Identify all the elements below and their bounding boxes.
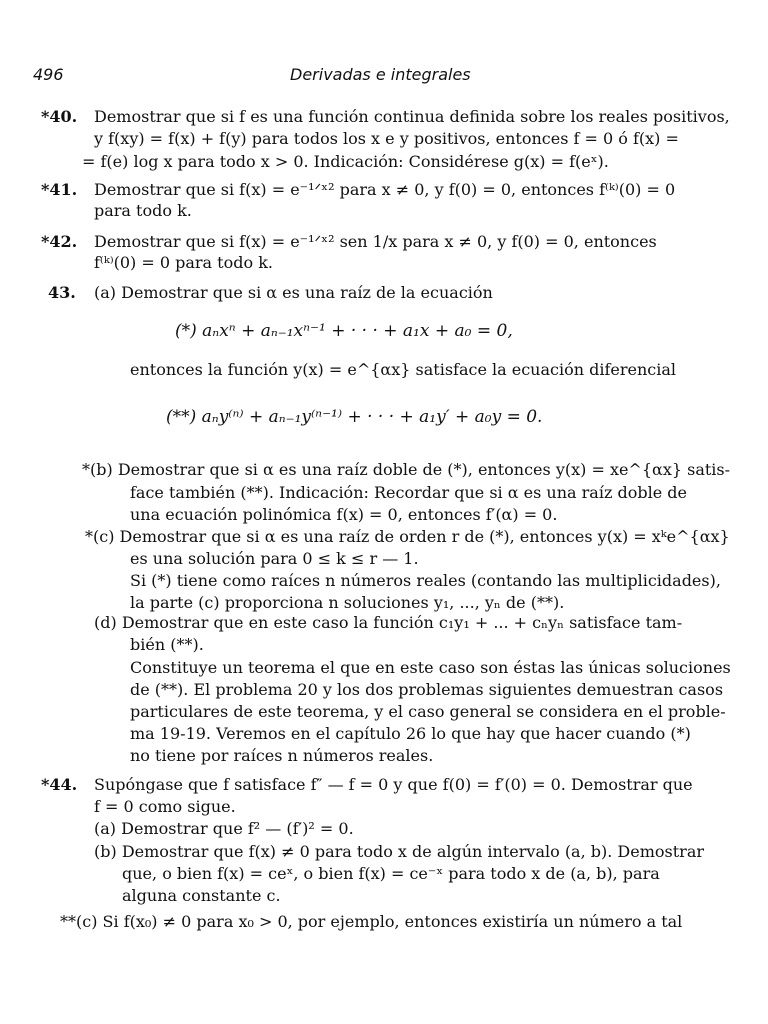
problem-41-line-2: para todo k. xyxy=(94,201,192,220)
problem-44-line-1: Supóngase que f satisface f″ — f = 0 y que f(0) = f′(0) = 0. Demostrar que xyxy=(94,775,693,794)
problem-43d-line-2: bién (**). xyxy=(130,635,204,654)
problem-43d-line-1: (d) Demostrar que en este caso la función c₁y₁ + ... + cₙyₙ satisface tam- xyxy=(94,613,683,632)
equation-double-star: (**) aₙy⁽ⁿ⁾ + aₙ₋₁y⁽ⁿ⁻¹⁾ + · · · + a₁y′ + a₀y = 0. xyxy=(166,407,543,427)
problem-number-43: 43. xyxy=(48,283,76,302)
problem-43-remark-line-3: particulares de este teorema, y el caso general se considera en el proble- xyxy=(130,702,726,721)
problem-44c-line-1: **(c) Si f(x₀) ≠ 0 para x₀ > 0, por ejemplo, entonces existiría un número a tal xyxy=(60,912,683,931)
problem-43c-line-4: la parte (c) proporciona n soluciones y₁, ..., yₙ de (**). xyxy=(130,593,565,612)
problem-43-remark-line-1: Constituye un teorema el que en este caso son éstas las únicas soluciones xyxy=(130,658,731,677)
problem-number-41: *41. xyxy=(41,180,78,199)
problem-44b-line-3: alguna constante c. xyxy=(122,886,281,905)
problem-43b-line-1: *(b) Demostrar que si α es una raíz doble de (*), entonces y(x) = xe^{αx} satis- xyxy=(82,460,731,479)
problem-43c-line-1: *(c) Demostrar que si α es una raíz de orden r de (*), entonces y(x) = xᵏe^{αx} xyxy=(85,527,730,546)
problem-41-line-1: Demostrar que si f(x) = e⁻¹ᐟˣ² para x ≠ 0, y f(0) = 0, entonces f⁽ᵏ⁾(0) = 0 xyxy=(94,180,676,199)
problem-40-line-3: = f(e) log x para todo x > 0. Indicación: Considérese g(x) = f(eˣ). xyxy=(82,152,609,171)
problem-43-remark-line-2: de (**). El problema 20 y los dos problemas siguientes demuestran casos xyxy=(130,680,724,699)
problem-43-remark-line-4: ma 19-19. Veremos en el capítulo 26 lo que hay que hacer cuando (*) xyxy=(130,724,691,743)
problem-43c-line-3: Si (*) tiene como raíces n números reales (contando las multiplicidades), xyxy=(130,571,721,590)
problem-44b-line-2: que, o bien f(x) = ceˣ, o bien f(x) = ce⁻ˣ para todo x de (a, b), para xyxy=(122,864,660,883)
problem-44b-line-1: (b) Demostrar que f(x) ≠ 0 para todo x de algún intervalo (a, b). Demostrar xyxy=(94,842,704,861)
problem-number-44: *44. xyxy=(41,775,78,794)
problem-40-line-2: y f(xy) = f(x) + f(y) para todos los x e y positivos, entonces f = 0 ó f(x) = xyxy=(94,129,679,148)
problem-43-line-1: (a) Demostrar que si α es una raíz de la ecuación xyxy=(94,283,493,302)
problem-42-line-1: Demostrar que si f(x) = e⁻¹ᐟˣ² sen 1/x para x ≠ 0, y f(0) = 0, entonces xyxy=(94,232,657,251)
problem-44a-line: (a) Demostrar que f² — (f′)² = 0. xyxy=(94,819,354,838)
problem-43c-line-2: es una solución para 0 ≤ k ≤ r — 1. xyxy=(130,549,419,568)
problem-42-line-2: f⁽ᵏ⁾(0) = 0 para todo k. xyxy=(94,253,273,272)
problem-40-line-1: Demostrar que si f es una función continua definida sobre los reales positivos, xyxy=(94,107,730,126)
problem-number-42: *42. xyxy=(41,232,78,251)
running-title: Derivadas e integrales xyxy=(290,65,471,84)
problem-43b-line-2: face también (**). Indicación: Recordar que si α es una raíz doble de xyxy=(130,483,687,502)
problem-44-line-2: f = 0 como sigue. xyxy=(94,797,236,816)
page-number: 496 xyxy=(33,65,64,84)
problem-43b-line-3: una ecuación polinómica f(x) = 0, entonces f′(α) = 0. xyxy=(130,505,558,524)
problem-43-line-3: entonces la función y(x) = e^{αx} satisface la ecuación diferencial xyxy=(130,360,677,379)
problem-number-40: *40. xyxy=(41,107,78,126)
equation-star: (*) aₙxⁿ + aₙ₋₁xⁿ⁻¹ + · · · + a₁x + a₀ = 0, xyxy=(175,321,513,341)
problem-43-remark-line-5: no tiene por raíces n números reales. xyxy=(130,746,434,765)
